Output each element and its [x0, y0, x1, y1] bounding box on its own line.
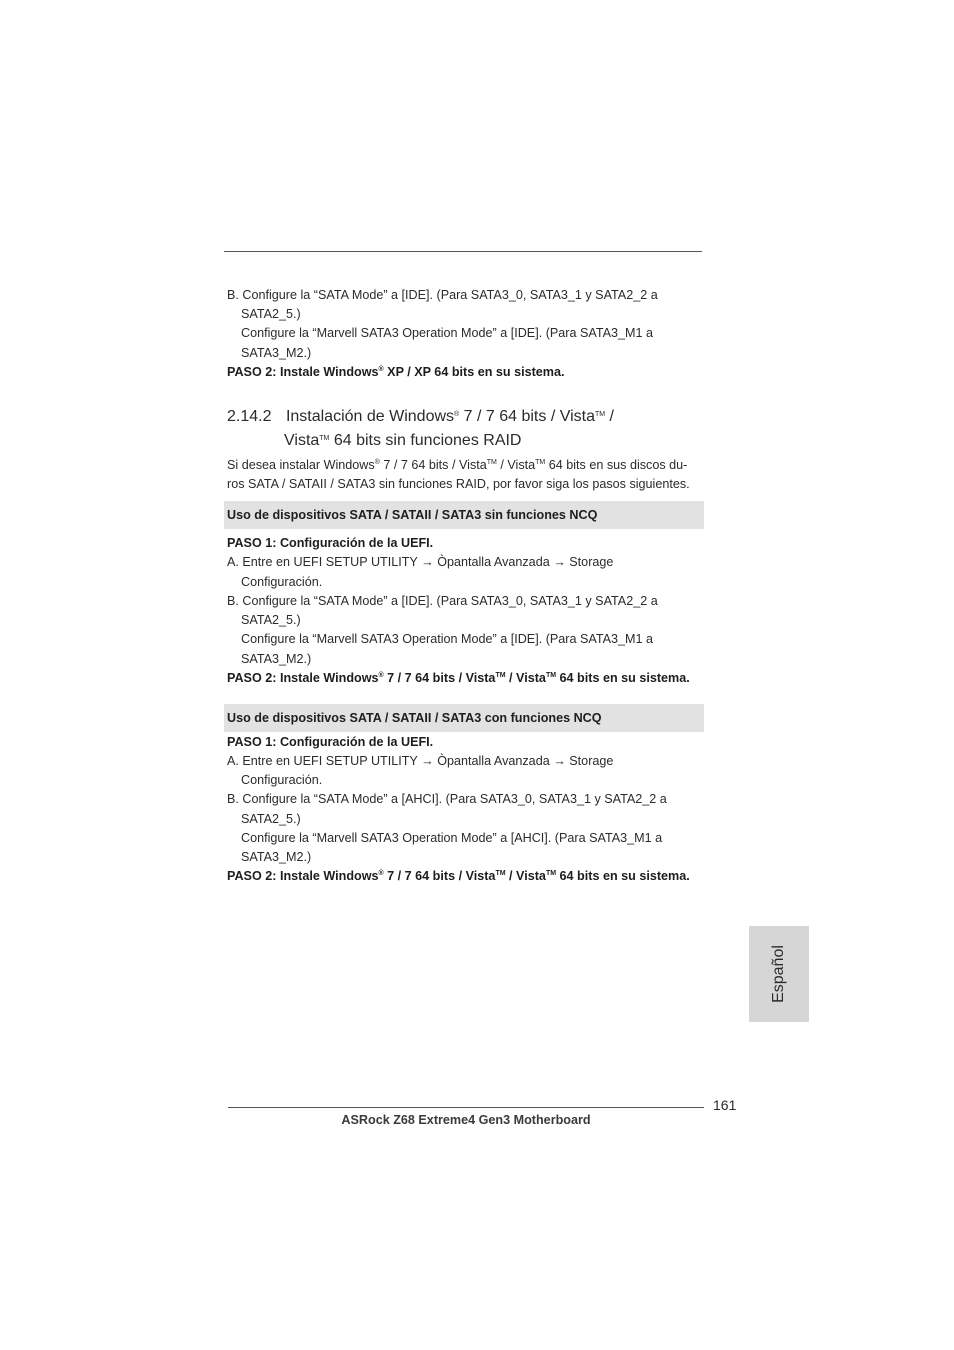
intro-c: / Vista [496, 458, 536, 472]
ncq-off-paso2-a: PASO 2: Instale Windows [227, 671, 379, 685]
top-rule [224, 251, 702, 252]
intro-b: 7 / 7 64 bits / Vista [379, 458, 487, 472]
ncq-on-a-line2: Configuración. [241, 773, 323, 787]
tm-mark: TM [535, 459, 546, 466]
block1-b-line4: SATA3_M2.) [241, 346, 312, 360]
ncq-on-paso1: PASO 1: Configuración de la UEFI. [227, 735, 434, 749]
section-heading-line1 [227, 408, 614, 426]
ncq-on-paso2-c: / Vista [505, 869, 546, 883]
reg-mark: ® [454, 411, 460, 418]
tm-mark: TM [545, 672, 557, 679]
tm-mark: TM [495, 672, 506, 679]
footer-text: ASRock Z68 Extreme4 Gen3 Motherboard [341, 1113, 591, 1127]
reg-mark: ® [378, 672, 384, 679]
tm-mark: TM [486, 459, 497, 466]
reg-mark: ® [374, 459, 380, 466]
ncq-on-paso2-a: PASO 2: Instale Windows [227, 869, 379, 883]
ncq-on-bar [224, 704, 704, 732]
ncq-on-b-line1: B. Configure la “SATA Mode” a [AHCI]. (Para SATA3_0, SATA3_1 y SATA2_2 a [227, 792, 667, 806]
ncq-off-paso2-c: / Vista [505, 671, 546, 685]
ncq-off-b-line2: SATA2_5.) [241, 613, 301, 627]
ncq-off-paso2-d: 64 bits en su sistema. [556, 671, 690, 685]
reg-mark: ® [378, 870, 384, 877]
block1-b-line3: Configure la “Marvell SATA3 Operation Mode” a [IDE]. (Para SATA3_M1 a [241, 326, 654, 340]
section-heading-line2 [284, 432, 521, 450]
block1-paso2-b: XP / XP 64 bits en su sistema. [383, 365, 565, 379]
page-number: 161 [713, 1097, 737, 1113]
ncq-on-bar-label: Uso de dispositivos SATA / SATAII / SATA3 con funciones NCQ [227, 711, 602, 725]
ncq-off-b-line3: Configure la “Marvell SATA3 Operation Mode” a [IDE]. (Para SATA3_M1 a [241, 632, 654, 646]
section-title-e: 64 bits sin funciones RAID [329, 432, 522, 449]
block1-b-line1: B. Configure la “SATA Mode” a [IDE]. (Para SATA3_0, SATA3_1 y SATA2_2 a [227, 288, 658, 302]
ncq-off-b-line1: B. Configure la “SATA Mode” a [IDE]. (Para SATA3_0, SATA3_1 y SATA2_2 a [227, 594, 658, 608]
ncq-on-b-line3: Configure la “Marvell SATA3 Operation Mode” a [AHCI]. (Para SATA3_M1 a [241, 831, 663, 845]
tm-mark: TM [319, 435, 330, 442]
ncq-off-paso1: PASO 1: Configuración de la UEFI. [227, 536, 434, 550]
intro-line2: ros SATA / SATAII / SATA3 sin funciones RAID, por favor siga los pasos siguientes. [227, 477, 690, 491]
section-title-c: / [605, 408, 614, 425]
section-number: 2.14.2 [227, 408, 272, 425]
block1-paso2 [227, 365, 565, 379]
section-title-a: Instalación de Windows [285, 408, 455, 425]
ncq-off-bar [224, 501, 704, 529]
section-title-d: Vista [284, 432, 320, 449]
footer-rule [228, 1107, 704, 1108]
ncq-off-a-line2: Configuración. [241, 575, 323, 589]
ncq-off-paso2-b: 7 / 7 64 bits / Vista [383, 671, 496, 685]
tm-mark: TM [594, 411, 606, 418]
intro-line1 [227, 458, 687, 472]
tm-mark: TM [545, 870, 557, 877]
section-title-b: 7 / 7 64 bits / Vista [459, 408, 595, 425]
ncq-off-a-line1: A. Entre en UEFI SETUP UTILITY → Òpantalla Avanzada → Storage [227, 555, 614, 569]
ncq-on-paso2-d: 64 bits en su sistema. [556, 869, 690, 883]
language-tab-label: Español [770, 945, 787, 1003]
ncq-off-b-line4: SATA3_M2.) [241, 652, 312, 666]
ncq-off-paso2 [227, 671, 690, 685]
ncq-off-bar-label: Uso de dispositivos SATA / SATAII / SATA3 sin funciones NCQ [227, 508, 598, 522]
ncq-on-paso2 [227, 869, 690, 883]
intro-d: 64 bits en sus discos du- [545, 458, 688, 472]
ncq-on-paso2-b: 7 / 7 64 bits / Vista [383, 869, 496, 883]
ncq-on-b-line2: SATA2_5.) [241, 812, 301, 826]
ncq-on-b-line4: SATA3_M2.) [241, 850, 312, 864]
reg-mark: ® [378, 366, 384, 373]
language-tab [749, 926, 809, 1022]
intro-a: Si desea instalar Windows [227, 458, 375, 472]
ncq-on-a-line1: A. Entre en UEFI SETUP UTILITY → Òpantalla Avanzada → Storage [227, 754, 614, 768]
block1-b-line2: SATA2_5.) [241, 307, 301, 321]
block1-paso2-a: PASO 2: Instale Windows [227, 365, 379, 379]
tm-mark: TM [495, 870, 506, 877]
